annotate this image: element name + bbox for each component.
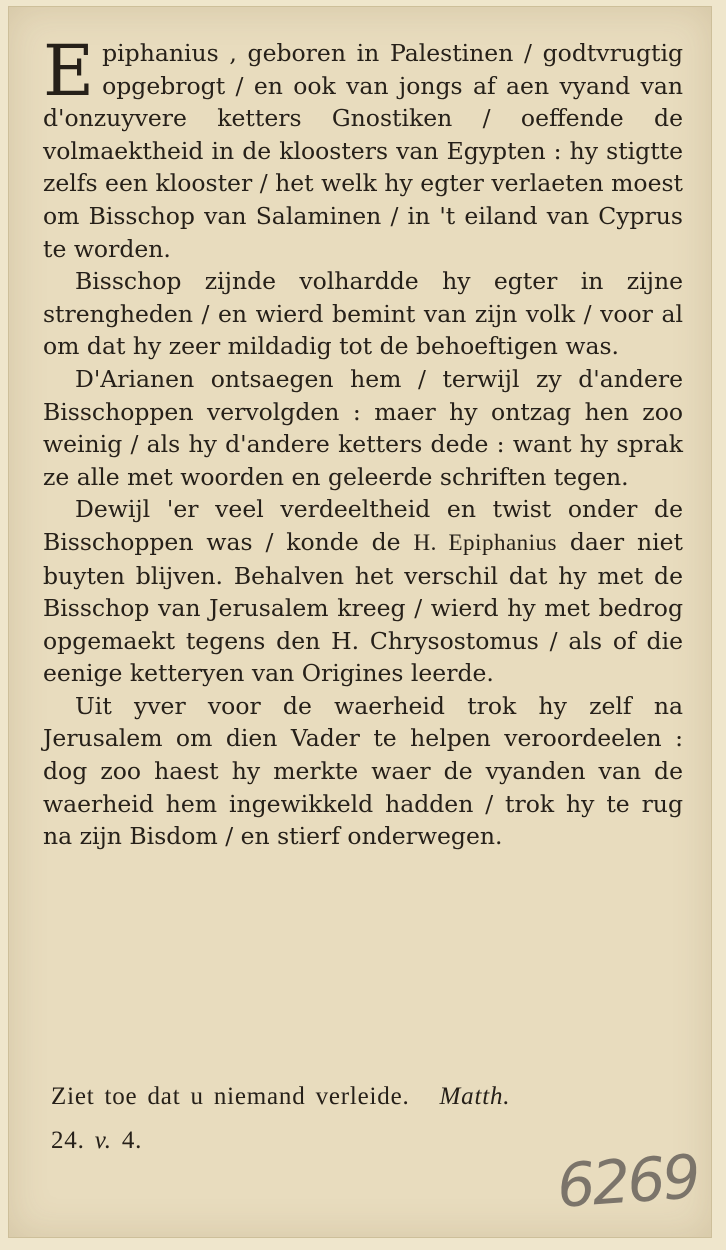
paragraph-1-text: piphanius , geboren in Palestinen / godtvrugtig opgebrogt / en ook van jongs af aen vyand van d'onzuyvere ketters Gnostiken / oeffende de volmaektheid in de kloosters van Egypten : hy stigtte zelfs een klooster / het welk hy egter verlaeten moest om Bisschop van Salaminen / in 't eiland van Cyprus te worden. — [43, 39, 683, 263]
handwritten-number: 6269 — [554, 1142, 700, 1222]
paragraph-5-text: Uit yver voor de waerheid trok hy zelf na Jerusalem om dien Vader te helpen veroordeelen : dog zoo haest hy merkte waer de vyanden van de waerheid hem ingewikkeld hadden / trok hy te rug na zijn Bisdom / en stierf onderwegen. — [43, 691, 683, 851]
quote-text: Ziet toe dat u niemand verleide. — [51, 1083, 410, 1110]
quote-chapter: 24. — [51, 1127, 85, 1154]
paragraph-4-text-cont: daer niet buyten blijven. Behalven het verschil dat hy met de Bisschop van Jerusalem kreeg / wierd hy met bedrog opgemaekt tegens den H. Chrysostomus / als of die eenige ketteryen van Origines leerde. — [43, 527, 683, 688]
paragraph-5 — [43, 690, 683, 853]
body-text — [43, 30, 683, 853]
paragraph-4-text: Dewijl 'er veel verdeeltheid en twist onder de Bisschoppen was / konde de — [43, 495, 683, 556]
quote-reference: Matth. — [439, 1083, 511, 1110]
paragraph-4 — [43, 493, 683, 690]
paragraph-2 — [43, 265, 683, 363]
quote-verse: 4. — [121, 1127, 143, 1154]
quote-verse-label: v. — [94, 1127, 112, 1154]
document-page — [8, 6, 712, 1238]
paragraph-3-text: D'Arianen ontsaegen hem / terwijl zy d'andere Bisschoppen vervolgden : maer hy ontzag hen zoo weinig / als hy d'andere ketters dede : want hy sprak ze alle met woorden en geleerde schriften tegen. — [43, 364, 683, 491]
drop-cap: E — [43, 30, 95, 112]
paragraph-2-text: Bisschop zijnde volhardde hy egter in zijne strengheden / en wierd bemint van zijn volk / voor al om dat hy zeer mildadig tot de behoeftigen was. — [43, 267, 683, 361]
paragraph-1 — [43, 30, 683, 265]
paragraph-3 — [43, 363, 683, 493]
roman-name: H. Epiphanius — [413, 529, 557, 555]
